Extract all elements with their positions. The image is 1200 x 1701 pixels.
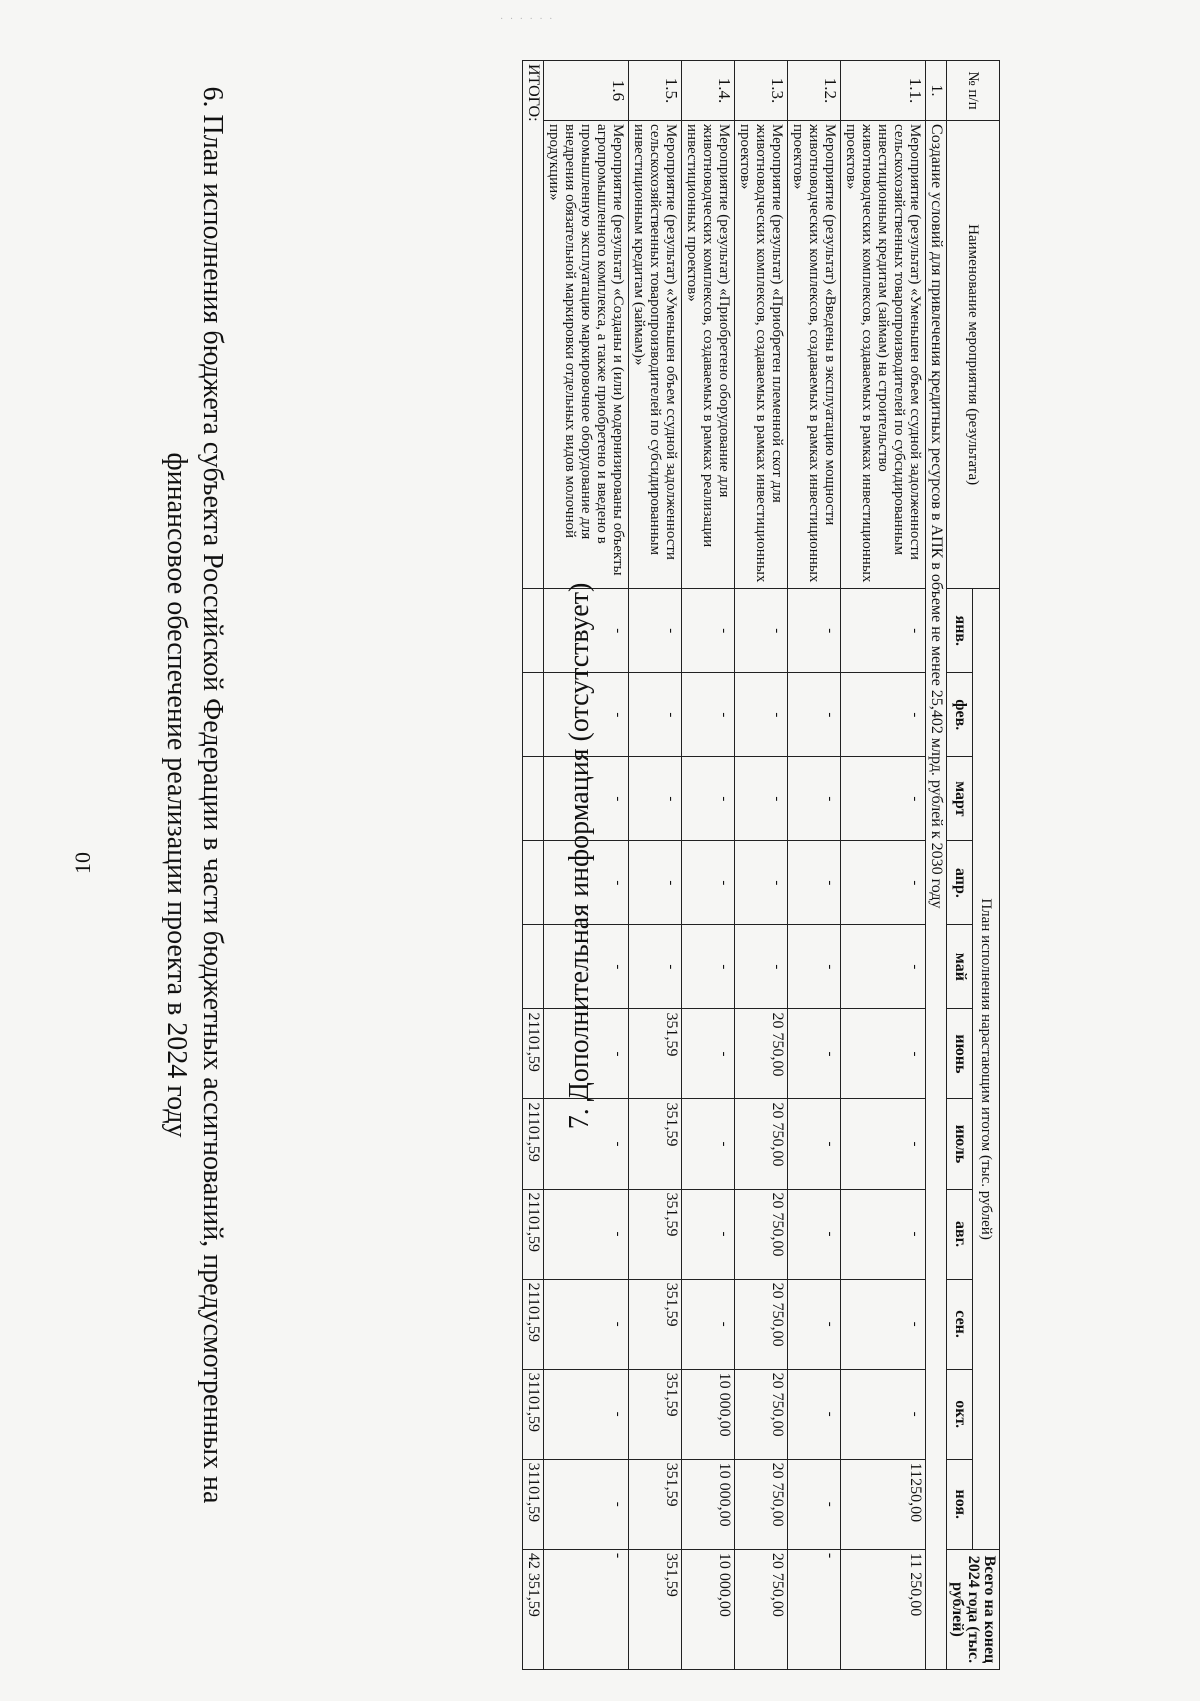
- header-month: июнь: [947, 1009, 974, 1099]
- row-month-value: -: [544, 841, 629, 925]
- scan-artifact: · · · · · ·: [500, 14, 555, 25]
- page-number: 10: [70, 852, 95, 874]
- row-month-value: 20 750,00: [735, 1279, 788, 1369]
- header-month: май: [947, 925, 974, 1009]
- header-month: авг.: [947, 1189, 974, 1279]
- row-month-value: -: [788, 1009, 841, 1099]
- row-month-value: 351,59: [629, 1189, 682, 1279]
- header-month: окт.: [947, 1369, 974, 1459]
- row-month-value: -: [841, 1369, 926, 1459]
- row-month-value: -: [544, 1279, 629, 1369]
- row-total: 10 000,00: [682, 1549, 735, 1669]
- section-7-title: 7. Дополнительная информация (отсутствует): [564, 582, 595, 1130]
- row-month-value: -: [788, 1189, 841, 1279]
- row-month-value: -: [735, 925, 788, 1009]
- row-month-value: 20 750,00: [735, 1459, 788, 1549]
- row-month-value: -: [735, 673, 788, 757]
- row-month-value: -: [841, 925, 926, 1009]
- total-month-value: [523, 673, 544, 757]
- row-month-value: -: [544, 1009, 629, 1099]
- row-month-value: -: [788, 925, 841, 1009]
- row-month-value: -: [629, 925, 682, 1009]
- row-month-value: -: [682, 1099, 735, 1189]
- row-num: 1.4.: [682, 61, 735, 121]
- table-row: [682, 61, 735, 1670]
- header-month: ноя.: [947, 1459, 974, 1549]
- row-month-value: -: [841, 589, 926, 673]
- row-month-value: -: [788, 1459, 841, 1549]
- total-month-value: [523, 589, 544, 673]
- row-month-value: -: [735, 757, 788, 841]
- row-num: 1.5.: [629, 61, 682, 121]
- row-month-value: 20 750,00: [735, 1099, 788, 1189]
- header-month: янв.: [947, 589, 974, 673]
- section-6-title-line2: финансовое обеспечение реализации проекта в 2024 году: [161, 452, 192, 1138]
- row-month-value: -: [682, 673, 735, 757]
- row-month-value: -: [544, 589, 629, 673]
- table-row: [788, 61, 841, 1670]
- row-month-value: -: [544, 925, 629, 1009]
- total-month-value: [523, 841, 544, 925]
- row-month-value: -: [788, 1279, 841, 1369]
- row-month-value: -: [544, 1459, 629, 1549]
- total-month-value: 31101,59: [523, 1369, 544, 1459]
- row-name: Мероприятие (результат) «Введены в эксплуатацию мощности животноводческих комплексов, создаваемых в рамках инвестиционных проектов»: [788, 121, 841, 589]
- row-month-value: -: [544, 757, 629, 841]
- row-month-value: -: [544, 673, 629, 757]
- row-num: 1.6: [544, 61, 629, 121]
- section-num: 1.: [926, 61, 947, 121]
- row-month-value: -: [544, 1099, 629, 1189]
- row-total: 351,59: [629, 1549, 682, 1669]
- row-month-value: 351,59: [629, 1369, 682, 1459]
- row-month-value: 20 750,00: [735, 1369, 788, 1459]
- row-month-value: 20 750,00: [735, 1189, 788, 1279]
- row-month-value: -: [682, 1009, 735, 1099]
- row-month-value: 10 000,00: [682, 1459, 735, 1549]
- total-month-value: 21101,59: [523, 1099, 544, 1189]
- row-name: Мероприятие (результат) «Созданы и (или) модернизированы объекты агропромышленного комплекса, а также приобретено и введено в промышленную эксплуатацию маркировочное оборудование для внедрения обязательной маркировки отдельных видов молочной продукции»: [544, 121, 629, 589]
- row-name: Мероприятие (результат) «Приобретено оборудование для животноводческих комплексов, создаваемых в рамках реализации инвестиционных проектов»: [682, 121, 735, 589]
- total-month-value: 31101,59: [523, 1459, 544, 1549]
- section-6-title: [158, 60, 230, 1530]
- row-total: -: [788, 1549, 841, 1669]
- header-plan: План исполнения нарастающим итогом (тыс. рублей): [973, 589, 1000, 1550]
- row-month-value: 20 750,00: [735, 1009, 788, 1099]
- row-month-value: 351,59: [629, 1099, 682, 1189]
- row-month-value: -: [629, 673, 682, 757]
- row-month-value: -: [841, 841, 926, 925]
- total-label: ИТОГО:: [523, 61, 544, 589]
- row-month-value: -: [841, 1189, 926, 1279]
- row-total: 20 750,00: [735, 1549, 788, 1669]
- row-month-value: -: [682, 925, 735, 1009]
- row-month-value: 351,59: [629, 1279, 682, 1369]
- row-month-value: -: [544, 1369, 629, 1459]
- row-month-value: 351,59: [629, 1009, 682, 1099]
- row-month-value: -: [629, 757, 682, 841]
- row-month-value: -: [735, 589, 788, 673]
- header-total: Всего на конец 2024 года (тыс. рублей): [947, 1549, 1000, 1669]
- row-month-value: -: [788, 1099, 841, 1189]
- header-num: № п/п: [947, 61, 1000, 121]
- row-name: Мероприятие (результат) «Приобретен племенной скот для животноводческих комплексов, создаваемых в рамках инвестиционных проектов»: [735, 121, 788, 589]
- row-month-value: -: [735, 841, 788, 925]
- row-month-value: -: [544, 1189, 629, 1279]
- header-month: март: [947, 757, 974, 841]
- row-month-value: -: [788, 757, 841, 841]
- table-row: [629, 61, 682, 1670]
- row-month-value: -: [841, 757, 926, 841]
- row-month-value: -: [841, 1099, 926, 1189]
- header-month: июль: [947, 1099, 974, 1189]
- header-month: апр.: [947, 841, 974, 925]
- total-row: [523, 61, 544, 1670]
- row-month-value: -: [682, 841, 735, 925]
- section-6-title-line1: 6. План исполнения бюджета субъекта Российской Федерации в части бюджетных ассигнований, предусмотренных на: [197, 86, 228, 1504]
- row-num: 1.1.: [841, 61, 926, 121]
- row-month-value: -: [788, 841, 841, 925]
- total-month-value: 21101,59: [523, 1279, 544, 1369]
- row-total: 11 250,00: [841, 1549, 926, 1669]
- row-month-value: -: [682, 1189, 735, 1279]
- header-name: Наименование мероприятия (результата): [947, 121, 1000, 589]
- row-month-value: 351,59: [629, 1459, 682, 1549]
- row-num: 1.2.: [788, 61, 841, 121]
- table-row: [735, 61, 788, 1670]
- row-month-value: -: [788, 673, 841, 757]
- total-value: 42 351,59: [523, 1549, 544, 1669]
- header-month: фев.: [947, 673, 974, 757]
- row-name: Мероприятие (результат) «Уменьшен объем ссудной задолженности сельскохозяйственных товаропроизводителей по субсидированным инвестиционным кредитам (займам)»: [629, 121, 682, 589]
- row-month-value: -: [788, 1369, 841, 1459]
- row-month-value: -: [682, 589, 735, 673]
- total-month-value: [523, 757, 544, 841]
- row-month-value: -: [788, 589, 841, 673]
- row-month-value: -: [841, 1009, 926, 1099]
- row-month-value: -: [682, 757, 735, 841]
- row-month-value: 10 000,00: [682, 1369, 735, 1459]
- row-name: Мероприятие (результат) «Уменьшен объем ссудной задолженности сельскохозяйственных товаропроизводителей по субсидированным инвестиционным кредитам (займам) на строительство животноводческих комплексов, создаваемых в рамках инвестиционных проектов»: [841, 121, 926, 589]
- total-month-value: 21101,59: [523, 1189, 544, 1279]
- header-month: сен.: [947, 1279, 974, 1369]
- row-month-value: -: [841, 673, 926, 757]
- table-row: [841, 61, 926, 1670]
- total-month-value: [523, 925, 544, 1009]
- row-month-value: -: [841, 1279, 926, 1369]
- row-month-value: 11250,00: [841, 1459, 926, 1549]
- row-total: -: [544, 1549, 629, 1669]
- row-month-value: -: [629, 589, 682, 673]
- section-text: Создание условий для привлечения кредитных ресурсов в АПК в объеме не менее 25,402 млрд. рублей к 2030 году: [926, 121, 947, 1670]
- row-month-value: -: [629, 841, 682, 925]
- row-month-value: -: [682, 1279, 735, 1369]
- row-num: 1.3.: [735, 61, 788, 121]
- total-month-value: 21101,59: [523, 1009, 544, 1099]
